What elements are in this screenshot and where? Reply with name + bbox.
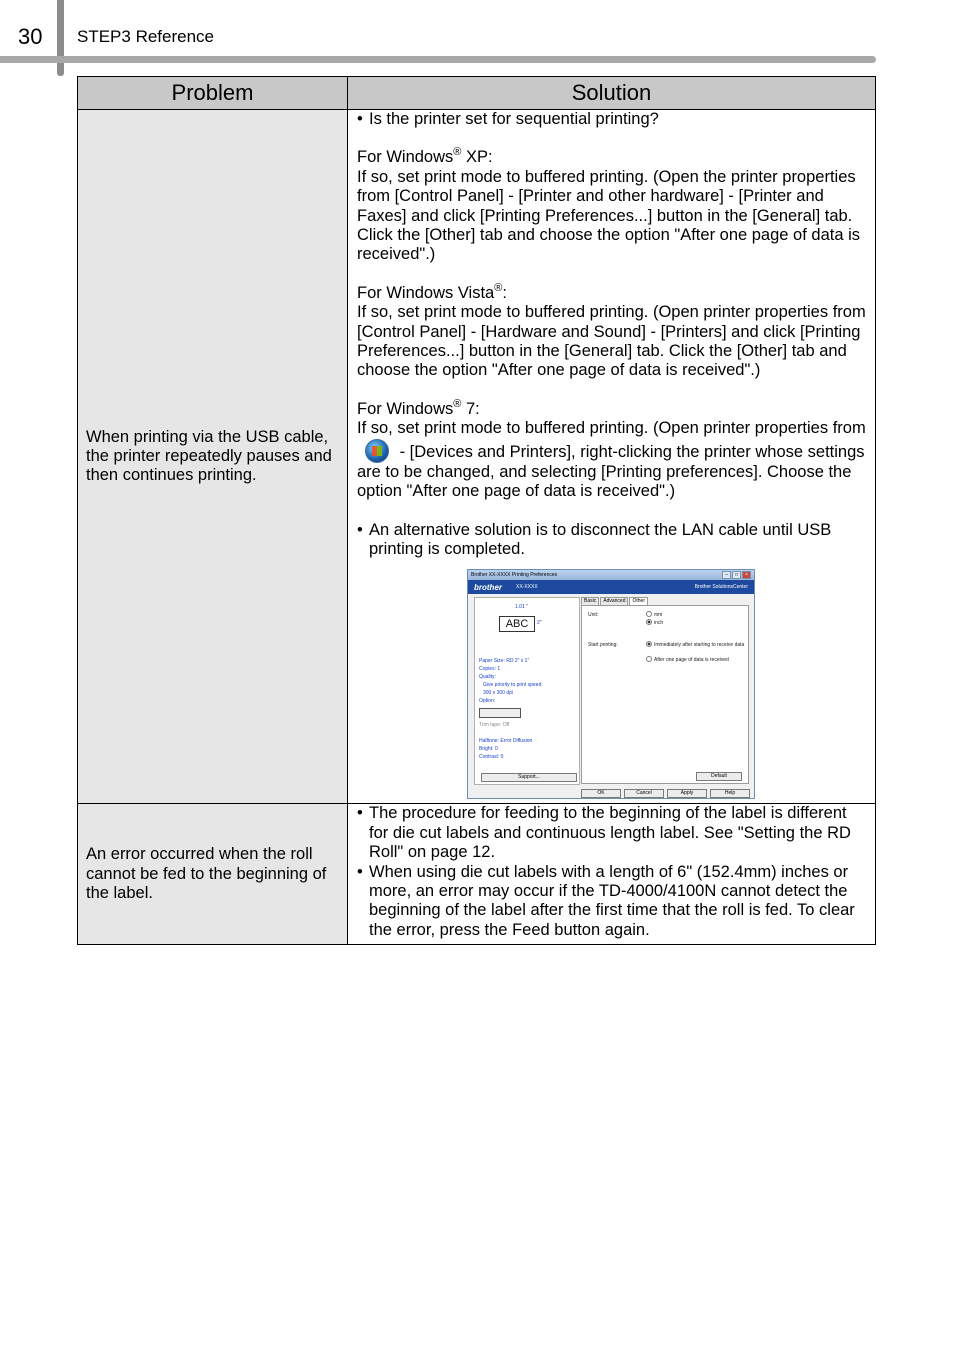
xp-text: If so, set print mode to buffered printing. (Open the printer properties from [Control Panel] - [Printer and other hardware] - [Printer and Faxes] and click [Printing Preferences...] button in the [General] tab. Click the [Other] tab and choose the option "After one page of data is received".) (357, 167, 861, 264)
tab-advanced[interactable]: Advanced (600, 597, 628, 605)
problem-cell: When printing via the USB cable, the printer repeatedly pauses and then continues printing. (78, 110, 348, 804)
table-row (78, 110, 876, 804)
bullet-text: An alternative solution is to disconnect the LAN cable until USB printing is completed. (369, 520, 832, 558)
other-tab-panel: Unit: mm inch Start printing: Immediately after starting to receive data After one page of data is received Default (581, 605, 749, 784)
brand-bar: brother XX-XXXX Brother SolutionsCenter (468, 580, 754, 594)
preview-panel: 1.01 " ABC 2" Paper Size: RD 2" x 1" Copies: 1 Quality: Give priority to print speed 300 x 300 dpi Option: Trim tape: Off Halftone: Error Diffusion Bright: 0 Contrast: 0 Support... (474, 597, 580, 785)
minimize-icon: – (722, 571, 731, 579)
apply-button[interactable]: Apply (667, 789, 707, 798)
tab-basic[interactable]: Basic (581, 597, 599, 605)
page-number: 30 (18, 24, 43, 49)
label-preview: ABC (499, 616, 535, 632)
cancel-button[interactable]: Cancel (624, 789, 664, 798)
settings-panel (581, 597, 748, 783)
unit-mm-radio[interactable]: mm (646, 611, 662, 619)
tab-bar (581, 597, 748, 605)
help-button[interactable]: Help (710, 789, 750, 798)
unit-inch-radio[interactable]: inch (646, 619, 663, 627)
bullet-item (357, 521, 867, 560)
section-title: STEP3 Reference (77, 27, 215, 46)
header-horizontal-bar (0, 56, 876, 63)
solutions-center-logo: Brother SolutionsCenter (694, 583, 748, 590)
xp-heading: For Windows® XP: (357, 146, 493, 167)
maximize-icon: □ (732, 571, 741, 579)
printing-preferences-screenshot (467, 569, 755, 799)
close-icon: × (742, 571, 751, 579)
solution-cell (348, 804, 876, 945)
bullet-marker: • (357, 862, 363, 881)
bullet-item (357, 863, 867, 941)
support-button[interactable]: Support... (481, 773, 577, 782)
troubleshooting-table (77, 76, 876, 945)
start-immediately-radio[interactable]: Immediately after starting to receive data (646, 641, 744, 649)
default-button[interactable]: Default (696, 772, 742, 781)
option-icons (479, 708, 521, 718)
ok-button[interactable]: OK (581, 789, 621, 798)
solution-cell (348, 110, 876, 804)
bullet-item (357, 110, 867, 129)
table-row (78, 804, 876, 945)
tab-other[interactable]: Other (629, 597, 648, 605)
window-titlebar: Brother XX-XXXX Printing Preferences – □ × (468, 570, 754, 580)
vista-text: If so, set print mode to buffered printing. (Open printer properties from [Control Panel] - [Hardware and Sound] - [Printers] and click [Printing Preferences...] button in the [General] tab. Click the [Other] tab and choose the option "After one page of data is received".) (357, 303, 866, 380)
bullet-text: When using die cut labels with a length of 6" (152.4mm) inches or more, an error may occur if the TD-4000/4100N cannot detect the beginning of the label after the first time that the roll is fed. To clear the error, press the Feed button again. (369, 862, 855, 939)
vista-heading: For Windows Vista®: (357, 281, 507, 302)
brother-logo: brother (474, 582, 502, 592)
solution-header: Solution (348, 77, 876, 110)
win7-text: If so, set print mode to buffered printing. (Open printer properties from - [Devices and Printers], right-clicking the printer whose settings are to be changed, and selecting [Printing preferences]. Choose the option "After one page of data is received".) (357, 419, 866, 501)
problem-cell: An error occurred when the roll cannot be fed to the beginning of the label. (78, 804, 348, 945)
table-header-row (78, 77, 876, 110)
problem-header: Problem (78, 77, 348, 110)
bullet-item (357, 804, 867, 862)
bullet-marker: • (357, 110, 363, 128)
bullet-marker: • (357, 804, 363, 823)
windows-start-icon (365, 439, 389, 463)
win7-heading: For Windows® 7: (357, 397, 480, 418)
start-after-page-radio[interactable]: After one page of data is received (646, 656, 729, 664)
header-vertical-bar (57, 0, 64, 76)
bullet-text: The procedure for feeding to the beginning of the label is different for die cut labels and continuous length label. See "Setting the RD Roll" on page 12. (369, 804, 851, 862)
bullet-text: Is the printer set for sequential printing? (369, 110, 659, 128)
bullet-marker: • (357, 520, 363, 539)
